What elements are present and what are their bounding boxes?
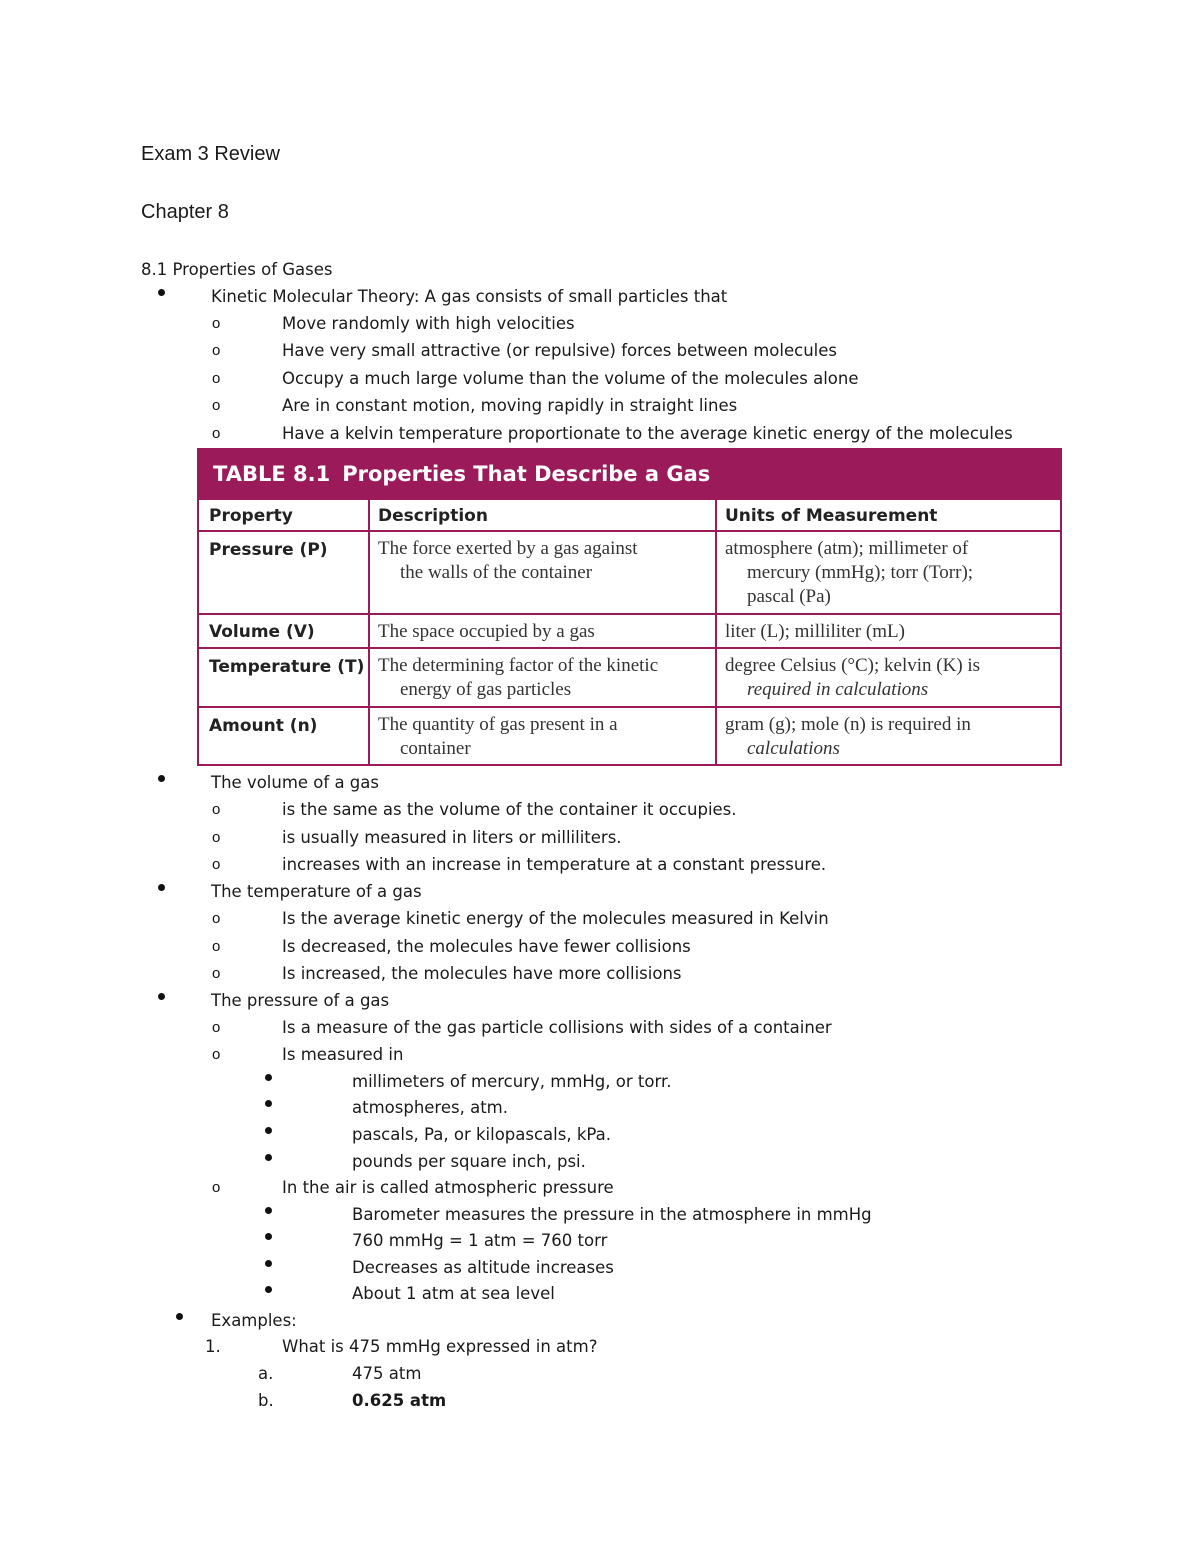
table-rule xyxy=(199,706,1060,708)
pressure-unit-item: pascals, Pa, or kilopascals, kPa. xyxy=(352,1125,611,1144)
circle-marker: o xyxy=(212,315,221,332)
column-header: Property xyxy=(209,506,293,526)
table-rule xyxy=(715,498,717,764)
pressure-item: In the air is called atmospheric pressure xyxy=(282,1178,614,1197)
table-rule xyxy=(199,613,1060,615)
cell-line: The determining factor of the kinetic xyxy=(378,655,659,676)
volume-item: increases with an increase in temperature at a constant pressure. xyxy=(282,855,827,874)
bullet-marker xyxy=(265,1100,272,1107)
bullet-marker xyxy=(265,1154,272,1161)
table-cell-property: Temperature (T) xyxy=(209,657,365,677)
pressure-heading: The pressure of a gas xyxy=(211,991,390,1010)
answer-option: 475 atm xyxy=(352,1364,422,1383)
table-cell-property: Volume (V) xyxy=(209,622,315,642)
answer-option-correct: 0.625 atm xyxy=(352,1391,447,1410)
circle-marker: o xyxy=(212,801,221,818)
circle-marker: o xyxy=(212,397,221,414)
kmt-item: Have very small attractive (or repulsive) forces between molecules xyxy=(282,341,837,360)
properties-table xyxy=(197,448,1062,766)
section-heading: 8.1 Properties of Gases xyxy=(141,260,333,279)
examples-heading: Examples: xyxy=(211,1311,297,1330)
table-title: Properties That Describe a Gas xyxy=(342,462,711,486)
pressure-item: Is a measure of the gas particle collisions with sides of a container xyxy=(282,1018,832,1037)
table-cell-description: The space occupied by a gas xyxy=(378,621,595,642)
cell-line: energy of gas particles xyxy=(400,679,572,700)
circle-marker: o xyxy=(212,425,221,442)
table-cell-description xyxy=(378,713,618,761)
circle-marker: o xyxy=(212,1046,221,1063)
table-cell-property: Amount (n) xyxy=(209,716,318,736)
circle-marker: o xyxy=(212,342,221,359)
column-header: Description xyxy=(378,506,488,526)
cell-line: gram (g); mole (n) is required in xyxy=(725,714,971,735)
bullet-marker xyxy=(158,884,165,891)
column-header: Units of Measurement xyxy=(725,506,938,526)
kmt-item: Occupy a much large volume than the volume of the molecules alone xyxy=(282,369,859,388)
circle-marker: o xyxy=(212,829,221,846)
doc-title: Exam 3 Review xyxy=(141,143,280,165)
circle-marker: o xyxy=(212,938,221,955)
circle-marker: o xyxy=(212,1179,221,1196)
cell-line: calculations xyxy=(747,738,840,759)
table-cell-units: liter (L); milliliter (mL) xyxy=(725,621,905,642)
table-number: TABLE 8.1 xyxy=(213,462,331,486)
temperature-item: Is the average kinetic energy of the molecules measured in Kelvin xyxy=(282,909,829,928)
table-rule xyxy=(199,530,1060,532)
atm-item: About 1 atm at sea level xyxy=(352,1284,555,1303)
volume-heading: The volume of a gas xyxy=(211,773,379,792)
table-rule xyxy=(199,647,1060,649)
circle-marker: o xyxy=(212,370,221,387)
table-title-bar xyxy=(199,450,1060,498)
temperature-heading: The temperature of a gas xyxy=(211,882,422,901)
table-cell-units xyxy=(725,713,971,761)
volume-item: is the same as the volume of the container it occupies. xyxy=(282,800,737,819)
pressure-unit-item: atmospheres, atm. xyxy=(352,1098,508,1117)
temperature-item: Is decreased, the molecules have fewer collisions xyxy=(282,937,691,956)
circle-marker: o xyxy=(212,910,221,927)
answer-label: b. xyxy=(258,1391,274,1410)
pressure-unit-item: millimeters of mercury, mmHg, or torr. xyxy=(352,1072,672,1091)
chapter-heading: Chapter 8 xyxy=(141,201,229,223)
cell-line: the walls of the container xyxy=(400,562,593,583)
table-cell-units xyxy=(725,537,973,609)
pressure-unit-item: pounds per square inch, psi. xyxy=(352,1152,586,1171)
example-question: What is 475 mmHg expressed in atm? xyxy=(282,1337,598,1356)
atm-item: 760 mmHg = 1 atm = 760 torr xyxy=(352,1231,608,1250)
answer-label: a. xyxy=(258,1364,274,1383)
cell-line: atmosphere (atm); millimeter of xyxy=(725,538,969,559)
cell-line: The force exerted by a gas against xyxy=(378,538,638,559)
cell-line: pascal (Pa) xyxy=(747,586,831,607)
cell-line: The quantity of gas present in a xyxy=(378,714,618,735)
circle-marker: o xyxy=(212,965,221,982)
cell-line: container xyxy=(400,738,471,759)
cell-line: degree Celsius (°C); kelvin (K) is xyxy=(725,655,981,676)
bullet-marker xyxy=(265,1127,272,1134)
cell-line: mercury (mmHg); torr (Torr); xyxy=(747,562,974,583)
table-rule xyxy=(368,498,370,764)
table-rule xyxy=(199,498,1060,500)
bullet-marker xyxy=(158,993,165,1000)
bullet-marker xyxy=(265,1286,272,1293)
circle-marker: o xyxy=(212,856,221,873)
temperature-item: Is increased, the molecules have more collisions xyxy=(282,964,682,983)
bullet-marker xyxy=(158,775,165,782)
pressure-item: Is measured in xyxy=(282,1045,404,1064)
volume-item: is usually measured in liters or milliliters. xyxy=(282,828,622,847)
kmt-heading: Kinetic Molecular Theory: A gas consists of small particles that xyxy=(211,287,728,306)
bullet-marker xyxy=(265,1260,272,1267)
bullet-marker xyxy=(265,1207,272,1214)
bullet-marker xyxy=(265,1233,272,1240)
bullet-marker xyxy=(265,1074,272,1081)
table-cell-description xyxy=(378,537,638,585)
table-cell-units xyxy=(725,654,980,702)
kmt-item: Move randomly with high velocities xyxy=(282,314,575,333)
table-cell-description xyxy=(378,654,658,702)
atm-item: Barometer measures the pressure in the atmosphere in mmHg xyxy=(352,1205,872,1224)
atm-item: Decreases as altitude increases xyxy=(352,1258,614,1277)
bullet-marker xyxy=(158,289,165,296)
bullet-marker xyxy=(176,1313,183,1320)
kmt-item: Have a kelvin temperature proportionate to the average kinetic energy of the molecules xyxy=(282,424,1013,443)
table-cell-property: Pressure (P) xyxy=(209,540,328,560)
cell-line: required in calculations xyxy=(747,679,929,700)
question-number: 1. xyxy=(205,1337,221,1356)
kmt-item: Are in constant motion, moving rapidly in straight lines xyxy=(282,396,738,415)
circle-marker: o xyxy=(212,1019,221,1036)
